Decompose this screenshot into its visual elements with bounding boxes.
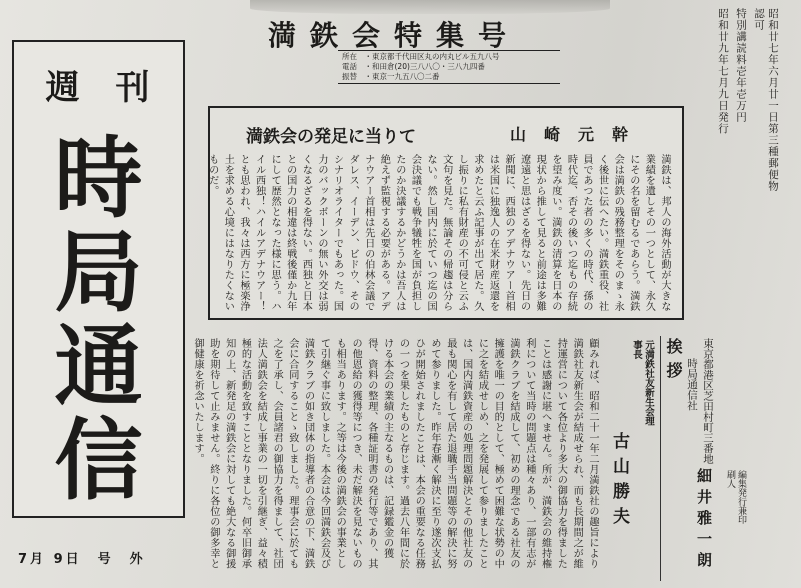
masthead-weekly-char: 週 [45,68,82,108]
masthead-weekly [14,60,183,109]
pubinfo-address: 所在 ・東京都千代田区丸の内丸ビル五九八号 [342,52,500,61]
special-issue-title: 満鉄会特集号 [268,19,521,52]
pubinfo-phone: 電話 ・和田倉(20)三八八〇・三八九四番 [342,62,485,71]
publisher-address: 東京都港区芝田村町三番地 [702,338,714,464]
greeting-heading: 挨拶 [664,338,683,386]
article-box [208,106,684,320]
registration-line-3: 昭和廿九年七月九日発行 [717,8,729,135]
masthead-title [14,127,183,512]
registration-line-1: 昭和廿七年六月廿一日第三種郵便物認可 [753,8,779,192]
article-body: 満鉄は、邦人の海外活動が大きな業績を遺しその一つとして、永久にその名を留むるであらう。満鉄会は満鉄の残務整理をそのまゝ永く後世に伝へたい。満鉄重役、社員であつた者の多くの時代、孫の時代迄、否その後いつ迄もの存続を望み度い。満鉄の清算を日本の現状から推して見ると前途は多難遼遠と思はざるを得ない。先日の新聞に、西独のアデナウアー首相は米国に独逸人の在米財産返還を求めたと云ふ記事が出て居た。久し振りに私有財産の不可侵と云ふ文句を見た。無論その帰趨は分らない。然し国内に於ていつ迄の国会決議でも戦争犠牲を国が負担したのか決議するかどうかは吾人は絶えず監視する必要がある。アデナウアー首相は先日の伯林会議でダレス、イーデン、ビドウ、そのシナリオライターでもあった。国力のバックボーンの無い外交は弱くなるざるを得ない。西独と日本との国力の相違は終戦後僅か九年にして歴然となった様に思う。ハイル西独！ハイルアデナウアー！とも思われ、我々は西方に極楽浄土を求める心境にはなりたくないものだ。 [206,154,670,312]
masthead-title-char: 信 [54,409,143,512]
greeting-body: 顧みれば、昭和二十一年二月満鉄社の趣旨により満鉄社友新生会が結成せられ、而も長期間之が維持運営について各位より多大の御協力を得ましたことは感謝に堪へません。所が、満鉄会の維持権利について当時の問題点は種々あり、一部有志が満鉄クラブを結成して、初めの理念である社友の擁護を唯一の目的として、極めて困難な状勢の中に之を結成せしめ、之を発展して参りましたことは、国内満鉄資産の処理問題解決とその他社友の最も関心を有して居た退職手当問題等の解決に努めて参りました。昨年春漸く解決に至り遂次支払ひが開始されましたことは、本会の重要なる任務の一つを果したものと存じます。過去八年間に於ける本会の業績の主なるものは、記録鑑金の獲得、資料の整理、各種証明書の発行等であり、其の他恩給の獲得等につき、未だ解決を見ないものも相当あります。之等は今後の満鉄会の事業として引継ぐ事に致しました。本会は今回満鉄会及び満鉄クラブの如き団体の指導者の合意の下、満鉄会に合同することゝ致しました。理事会に於ても之を了承し、会員諸君の御協力を得まして、社団法人満鉄会を結成し事業の一切を引継ぎ、益々積極的な活動を致すこととなりました。何卒旧御承知の上、新発足の満鉄会に対しても絶大なる御援助を期待して止みません。終りに各位の御多幸と御健康を祈念いたします。 [192,338,598,569]
torn-edge [250,0,610,14]
masthead-title-char: 通 [54,315,143,418]
masthead-box [12,40,185,518]
article-title: 満鉄会の発足に当りて [246,127,416,147]
masthead-title-char: 局 [54,221,143,324]
sender-role: 元満鉄社友新生会理事長 [631,340,654,426]
registration-line-2: 特別講読料壱年壱万円 [735,8,747,123]
masthead-title-char: 時 [54,127,143,230]
publisher-info-box [338,50,560,84]
sender-name: 古山勝夫 [609,432,629,532]
publisher-role: 編集発行兼印刷人 [725,470,746,524]
publisher-name: 細井雅一朗 [695,468,713,573]
publisher-company: 時局通信社 [686,358,698,411]
column-divider [660,336,661,581]
masthead-weekly-char: 刊 [115,68,152,108]
pubinfo-transfer: 振替 ・東京一九五八〇二番 [342,72,440,81]
article-author: 山崎元幹 [510,125,647,144]
issue-date: 7月 9日 号 外 [18,552,146,567]
